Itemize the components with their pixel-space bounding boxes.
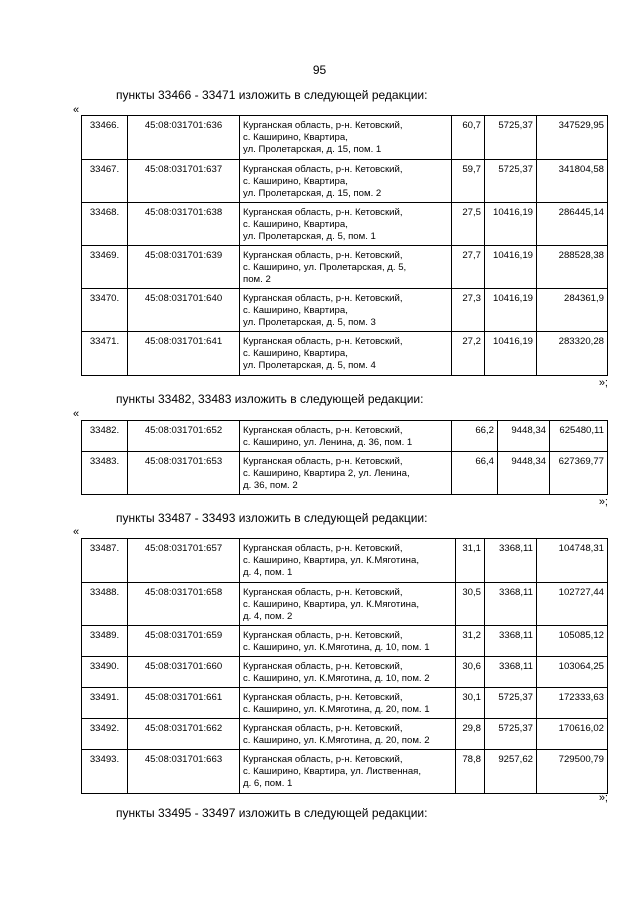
cell-price: 9257,62 [485, 750, 537, 794]
cell-cadastral: 45:08:031701:661 [128, 688, 240, 719]
table-row [82, 116, 608, 160]
cell-address [240, 203, 452, 246]
address-line: с. Каширино, Квартира, [243, 176, 348, 187]
table-row [82, 246, 608, 289]
cell-address [240, 332, 452, 376]
cell-area: 29,8 [456, 719, 485, 750]
cell-price: 10416,19 [485, 289, 537, 332]
section-heading-4: пункты 33495 - 33497 изложить в следующей редакции: [116, 806, 428, 820]
address-line: д. 4, пом. 1 [243, 567, 293, 578]
table-row [82, 421, 608, 452]
cell-cadastral: 45:08:031701:637 [128, 160, 240, 203]
cell-cost: 288528,38 [537, 246, 608, 289]
cell-price: 9448,34 [498, 452, 550, 495]
cell-cadastral: 45:08:031701:638 [128, 203, 240, 246]
address-line: Курганская область, р-н. Кетовский, [243, 587, 403, 598]
cell-area: 60,7 [452, 116, 485, 160]
address-line: с. Каширино, Квартира, [243, 348, 348, 359]
cell-price: 3368,11 [485, 583, 537, 626]
address-line: Курганская область, р-н. Кетовский, [243, 456, 403, 467]
cell-cost: 172333,63 [537, 688, 608, 719]
address-line: с. Каширино, ул. Ленина, д. 36, пом. 1 [243, 437, 413, 448]
opening-quote-2: « [73, 408, 80, 420]
cell-address [240, 539, 456, 583]
cell-price: 5725,37 [485, 719, 537, 750]
cell-area: 27,5 [452, 203, 485, 246]
cell-cadastral: 45:08:031701:640 [128, 289, 240, 332]
closing-quote-2: »; [598, 496, 608, 508]
cell-cadastral: 45:08:031701:636 [128, 116, 240, 160]
cell-address [240, 116, 452, 160]
cell-price: 10416,19 [485, 332, 537, 376]
cell-number: 33470. [82, 289, 128, 332]
cell-number: 33493. [82, 750, 128, 794]
cell-address [240, 626, 456, 657]
table-row [82, 750, 608, 794]
cell-price: 10416,19 [485, 203, 537, 246]
cell-cost: 102727,44 [537, 583, 608, 626]
registry-table-3 [81, 538, 608, 794]
address-line: д. 36, пом. 2 [243, 480, 298, 491]
cell-number: 33471. [82, 332, 128, 376]
cell-number: 33492. [82, 719, 128, 750]
cell-number: 33483. [82, 452, 128, 495]
registry-table-1 [81, 115, 608, 376]
address-line: Курганская область, р-н. Кетовский, [243, 293, 403, 304]
cell-address [240, 719, 456, 750]
cell-price: 3368,11 [485, 539, 537, 583]
table-row [82, 657, 608, 688]
table-row [82, 688, 608, 719]
cell-area: 31,2 [456, 626, 485, 657]
address-line: Курганская область, р-н. Кетовский, [243, 543, 403, 554]
cell-price: 5725,37 [485, 160, 537, 203]
table-row [82, 203, 608, 246]
cell-cadastral: 45:08:031701:662 [128, 719, 240, 750]
opening-quote-1: « [73, 104, 80, 116]
cell-area: 59,7 [452, 160, 485, 203]
cell-address [240, 289, 452, 332]
address-line: с. Каширино, Квартира, [243, 305, 348, 316]
table-row [82, 719, 608, 750]
address-line: Курганская область, р-н. Кетовский, [243, 250, 403, 261]
cell-cadastral: 45:08:031701:657 [128, 539, 240, 583]
cell-number: 33487. [82, 539, 128, 583]
cell-address [240, 452, 452, 495]
address-line: д. 4, пом. 2 [243, 611, 293, 622]
address-line: с. Каширино, Квартира, [243, 132, 348, 143]
cell-price: 5725,37 [485, 116, 537, 160]
cell-cost: 104748,31 [537, 539, 608, 583]
address-line: Курганская область, р-н. Кетовский, [243, 120, 403, 131]
cell-area: 30,5 [456, 583, 485, 626]
cell-area: 27,2 [452, 332, 485, 376]
table-row [82, 539, 608, 583]
cell-cadastral: 45:08:031701:652 [128, 421, 240, 452]
cell-number: 33482. [82, 421, 128, 452]
address-line: ул. Пролетарская, д. 5, пом. 1 [243, 231, 376, 242]
cell-cadastral: 45:08:031701:653 [128, 452, 240, 495]
cell-address [240, 688, 456, 719]
address-line: пом. 2 [243, 274, 271, 285]
registry-table-2 [81, 420, 608, 495]
address-line: с. Каширино, Квартира, ул. Лиственная, [243, 766, 422, 777]
address-line: Курганская область, р-н. Кетовский, [243, 336, 403, 347]
table-row [82, 289, 608, 332]
cell-area: 30,1 [456, 688, 485, 719]
cell-price: 3368,11 [485, 657, 537, 688]
cell-address [240, 160, 452, 203]
table-row [82, 583, 608, 626]
cell-area: 31,1 [456, 539, 485, 583]
address-line: Курганская область, р-н. Кетовский, [243, 661, 403, 672]
address-line: с. Каширино, ул. К.Мяготина, д. 20, пом. 1 [243, 704, 430, 715]
address-line: с. Каширино, ул. К.Мяготина, д. 10, пом. 2 [243, 673, 430, 684]
cell-price: 3368,11 [485, 626, 537, 657]
cell-address [240, 750, 456, 794]
table-row [82, 626, 608, 657]
address-line: с. Каширино, Квартира, ул. К.Мяготина, [243, 555, 419, 566]
cell-number: 33468. [82, 203, 128, 246]
address-line: Курганская область, р-н. Кетовский, [243, 425, 403, 436]
cell-number: 33488. [82, 583, 128, 626]
cell-cost: 625480,11 [550, 421, 608, 452]
address-line: Курганская область, р-н. Кетовский, [243, 164, 403, 175]
address-line: с. Каширино, ул. К.Мяготина, д. 20, пом. 2 [243, 735, 430, 746]
address-line: с. Каширино, Квартира 2, ул. Ленина, [243, 468, 410, 479]
cell-address [240, 246, 452, 289]
cell-address [240, 421, 452, 452]
cell-cost: 627369,77 [550, 452, 608, 495]
address-line: Курганская область, р-н. Кетовский, [243, 207, 403, 218]
cell-address [240, 657, 456, 688]
cell-cadastral: 45:08:031701:660 [128, 657, 240, 688]
cell-area: 30,6 [456, 657, 485, 688]
address-line: с. Каширино, ул. К.Мяготина, д. 10, пом. 1 [243, 642, 430, 653]
cell-cost: 341804,58 [537, 160, 608, 203]
cell-cadastral: 45:08:031701:641 [128, 332, 240, 376]
cell-area: 66,4 [452, 452, 498, 495]
address-line: с. Каширино, Квартира, ул. К.Мяготина, [243, 599, 419, 610]
cell-cost: 105085,12 [537, 626, 608, 657]
address-line: Курганская область, р-н. Кетовский, [243, 754, 403, 765]
table-row [82, 452, 608, 495]
cell-cadastral: 45:08:031701:658 [128, 583, 240, 626]
cell-area: 27,3 [452, 289, 485, 332]
cell-area: 78,8 [456, 750, 485, 794]
cell-area: 66,2 [452, 421, 498, 452]
cell-area: 27,7 [452, 246, 485, 289]
opening-quote-3: « [73, 526, 80, 538]
closing-quote-1: »; [598, 377, 608, 389]
closing-quote-3: »; [598, 792, 608, 804]
address-line: ул. Пролетарская, д. 15, пом. 2 [243, 188, 382, 199]
cell-number: 33469. [82, 246, 128, 289]
cell-number: 33490. [82, 657, 128, 688]
cell-cost: 103064,25 [537, 657, 608, 688]
address-line: ул. Пролетарская, д. 5, пом. 4 [243, 360, 376, 371]
address-line: Курганская область, р-н. Кетовский, [243, 723, 403, 734]
cell-cost: 347529,95 [537, 116, 608, 160]
cell-price: 5725,37 [485, 688, 537, 719]
cell-cost: 729500,79 [537, 750, 608, 794]
cell-number: 33467. [82, 160, 128, 203]
cell-number: 33491. [82, 688, 128, 719]
table-row [82, 332, 608, 376]
cell-cadastral: 45:08:031701:639 [128, 246, 240, 289]
section-heading-2: пункты 33482, 33483 изложить в следующей редакции: [116, 392, 424, 406]
page-number: 95 [312, 63, 327, 77]
cell-cadastral: 45:08:031701:663 [128, 750, 240, 794]
cell-cost: 284361,9 [537, 289, 608, 332]
cell-number: 33489. [82, 626, 128, 657]
address-line: Курганская область, р-н. Кетовский, [243, 630, 403, 641]
cell-cost: 283320,28 [537, 332, 608, 376]
address-line: ул. Пролетарская, д. 5, пом. 3 [243, 317, 376, 328]
cell-price: 10416,19 [485, 246, 537, 289]
address-line: ул. Пролетарская, д. 15, пом. 1 [243, 144, 382, 155]
section-heading-1: пункты 33466 - 33471 изложить в следующей редакции: [116, 88, 428, 102]
cell-cadastral: 45:08:031701:659 [128, 626, 240, 657]
section-heading-3: пункты 33487 - 33493 изложить в следующей редакции: [116, 511, 428, 525]
address-line: Курганская область, р-н. Кетовский, [243, 692, 403, 703]
table-row [82, 160, 608, 203]
address-line: д. 6, пом. 1 [243, 778, 293, 789]
cell-cost: 286445,14 [537, 203, 608, 246]
cell-price: 9448,34 [498, 421, 550, 452]
cell-number: 33466. [82, 116, 128, 160]
cell-cost: 170616,02 [537, 719, 608, 750]
address-line: с. Каширино, Квартира, [243, 219, 348, 230]
cell-address [240, 583, 456, 626]
address-line: с. Каширино, ул. Пролетарская, д. 5, [243, 262, 407, 273]
